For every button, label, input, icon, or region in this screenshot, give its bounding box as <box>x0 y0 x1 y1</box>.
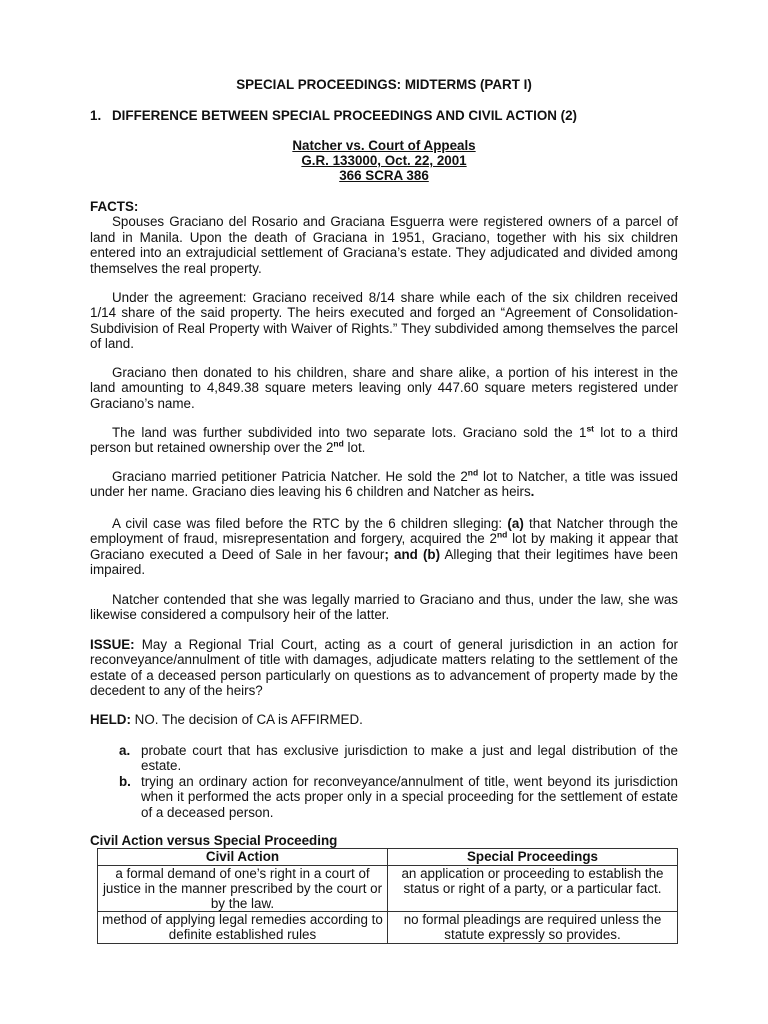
table-caption: Civil Action versus Special Proceeding <box>90 833 338 848</box>
text-span: lot. <box>343 440 366 456</box>
case-citation <box>0 138 768 184</box>
list-item <box>90 774 678 820</box>
held-paragraph <box>90 712 678 727</box>
list-item-text: probate court that has exclusive jurisdiction to make a just and legal distribution of the estate. <box>141 743 678 774</box>
ordinal-suffix: st <box>586 423 595 434</box>
table-cell: a formal demand of one’s right in a court of justice in the manner prescribed by the court or by the law. <box>98 865 388 912</box>
facts-paragraph-1: Spouses Graciano del Rosario and Graciana Esguerra were registered owners of a parcel of land in Manila. Upon the death of Graciana in 1951, Graciano, together with his six children entered into an extrajudicial settlement of Graciana’s estate. They adjudicated and divided among themselves the real property. <box>90 214 678 276</box>
bold-period: . <box>530 484 535 500</box>
table-row <box>98 865 678 912</box>
text-span: lot to Natcher, a title was issued under her name. Graciano dies leaving his 6 children and Natcher as heirs <box>90 469 678 500</box>
table-cell: method of applying legal remedies according to definite established rules <box>98 912 388 943</box>
text-span: Graciano married petitioner Patricia Natcher. He sold the 2 <box>112 469 468 484</box>
issue-text: May a Regional Trial Court, acting as a court of general jurisdiction in an action for reconveyance/annulment of title with damages, adjudicate matters relating to the settlement of the estate of a deceased person particularly on questions as to advancement of property made by the decedent to any of the heirs? <box>90 637 678 699</box>
section-heading-text: DIFFERENCE BETWEEN SPECIAL PROCEEDINGS AND CIVIL ACTION (2) <box>112 108 577 123</box>
facts-paragraph-2: Under the agreement: Graciano received 8/14 share while each of the six children received 1/14 share of the said property. The heirs executed and forged an “Agreement of Consolidation-Subdivision of Real Property with Waiver of Rights.” They subdivided among themselves the parcel of land. <box>90 290 678 352</box>
text-span: A civil case was filed before the RTC by the 6 children slleging: <box>112 516 508 531</box>
facts-paragraph-4-wrap <box>90 425 678 456</box>
facts-paragraph-3: Graciano then donated to his children, share and share alike, a portion of his interest in the land amounting to 4,849.38 square meters leaving only 447.60 square meters registered under Graciano’s name. <box>90 365 678 411</box>
list-marker: b. <box>119 773 131 789</box>
held-label: HELD: <box>90 712 131 727</box>
facts-paragraph-6 <box>90 516 678 578</box>
comparison-table <box>97 848 678 943</box>
issue-label: ISSUE: <box>90 637 135 652</box>
section-number: 1. <box>90 108 102 123</box>
section-heading <box>90 108 577 123</box>
text-span: The land was further subdivided into two separate lots. Graciano sold the 1 <box>112 425 587 440</box>
text-span: that Natcher through the employment of fraud, misrepresentation and forgery, acquired the 2 <box>90 516 678 547</box>
comparison-section <box>90 833 678 944</box>
facts-paragraph-7: Natcher contended that she was legally married to Graciano and thus, under the law, she was likewise considered a compulsory heir of the latter. <box>90 592 678 623</box>
facts-paragraph-3-wrap <box>90 365 678 411</box>
facts-paragraph-6-wrap <box>90 516 678 578</box>
facts-paragraph-5-wrap <box>90 469 678 500</box>
facts-paragraph-5 <box>90 469 678 500</box>
text-span: lot to a third person but retained ownership over the 2 <box>90 425 678 456</box>
held-section <box>90 712 678 727</box>
facts-paragraph-2-wrap <box>90 290 678 352</box>
column-header-civil-action: Civil Action <box>98 849 388 865</box>
table-cell: no formal pleadings are required unless the statute expressly so provides. <box>388 912 678 943</box>
facts-section <box>90 199 678 276</box>
issue-paragraph <box>90 637 678 699</box>
ordinal-suffix: nd <box>496 529 508 540</box>
table-cell: an application or proceeding to establish the status or right of a party, or a particular fact. <box>388 865 678 912</box>
text-span: Alleging that their legitimes have been impaired. <box>90 546 678 578</box>
issue-section <box>90 637 678 699</box>
case-gr-number: G.R. 133000, Oct. 22, 2001 <box>301 153 467 169</box>
case-name: Natcher vs. Court of Appeals <box>292 138 476 153</box>
list-marker: a. <box>119 743 131 758</box>
held-text: NO. The decision of CA is AFFIRMED. <box>130 712 363 727</box>
enumeration-marker: ; and (b) <box>384 546 441 562</box>
case-scra: 366 SCRA 386 <box>339 168 429 184</box>
ordinal-suffix: nd <box>467 467 479 478</box>
column-header-special-proceedings: Special Proceedings <box>388 849 678 865</box>
list-item <box>90 743 678 774</box>
facts-paragraph-7-wrap <box>90 592 678 623</box>
list-item-text: trying an ordinary action for reconveyance/annulment of title, went beyond its jurisdiction when it performed the acts proper only in a special proceeding for the settlement of estate of a deceased person. <box>141 773 678 820</box>
held-list-wrap <box>90 743 678 820</box>
table-row <box>98 912 678 943</box>
held-list <box>90 743 678 820</box>
text-span: lot by making it appear that Graciano executed a Deed of Sale in her favour <box>90 531 678 562</box>
document-title: SPECIAL PROCEEDINGS: MIDTERMS (PART I) <box>236 77 532 92</box>
facts-paragraph-4 <box>90 425 678 456</box>
facts-label: FACTS: <box>90 199 139 214</box>
enumeration-marker: (a) <box>507 516 524 531</box>
ordinal-suffix: nd <box>333 438 344 449</box>
table-header-row <box>98 849 678 865</box>
